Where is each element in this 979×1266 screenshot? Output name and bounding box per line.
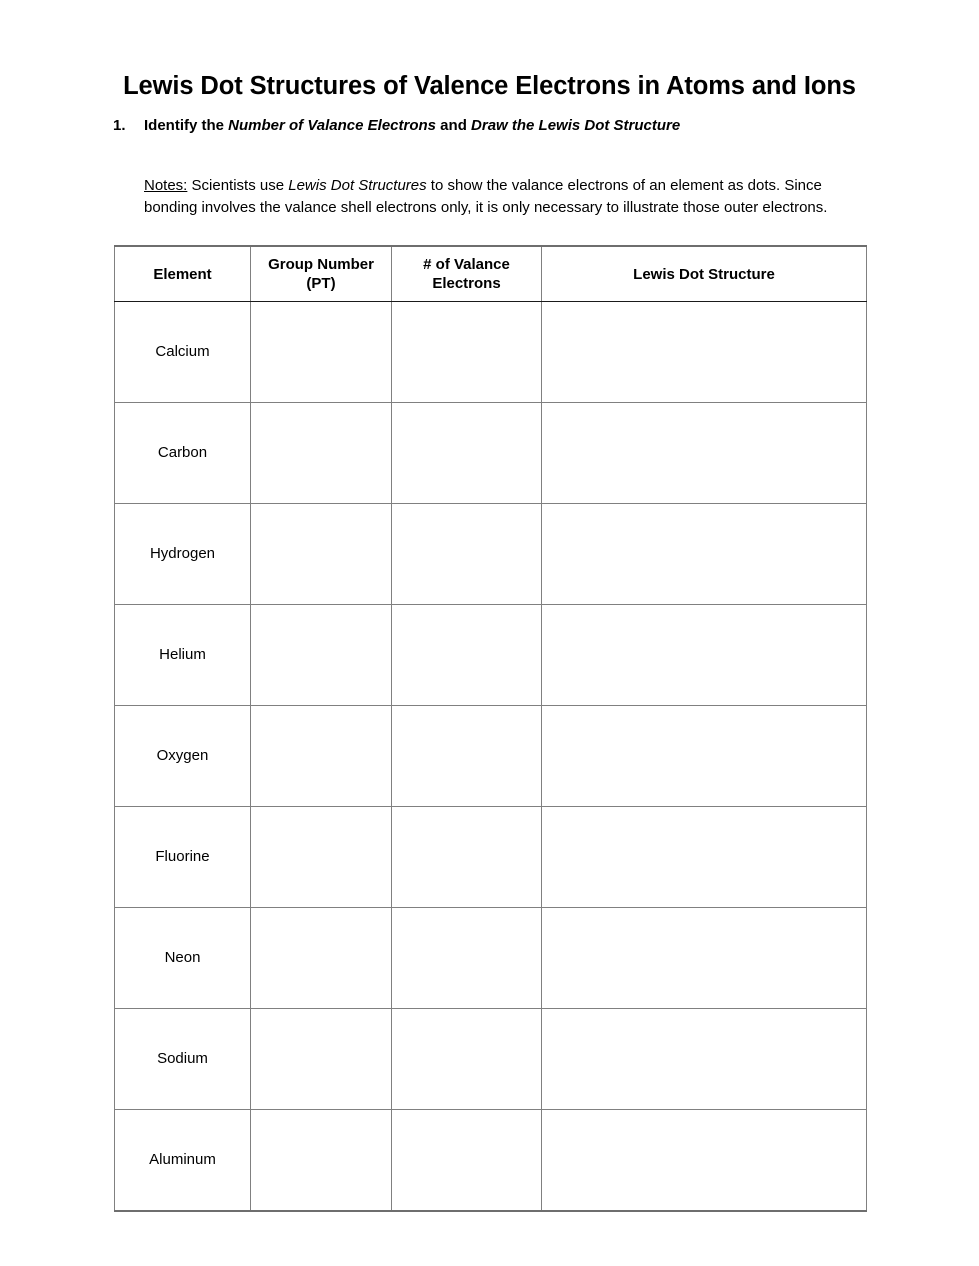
cell-element-name: Helium [115, 605, 251, 706]
table-row [115, 504, 867, 605]
cell-lewis-dot-structure-answer[interactable] [542, 1009, 867, 1110]
cell-element-name: Sodium [115, 1009, 251, 1110]
cell-group-number-answer[interactable] [251, 706, 392, 807]
cell-element-name: Hydrogen [115, 504, 251, 605]
cell-group-number-answer[interactable] [251, 605, 392, 706]
cell-valance-electrons-answer[interactable] [392, 605, 542, 706]
notes-emphasis-lewis-dot-structures: Lewis Dot Structures [288, 177, 427, 194]
cell-lewis-dot-structure-answer[interactable] [542, 706, 867, 807]
table-row [115, 908, 867, 1009]
column-header-group-number [251, 246, 392, 302]
table-row [115, 706, 867, 807]
table-row [115, 807, 867, 908]
cell-valance-electrons-answer[interactable] [392, 1009, 542, 1110]
notes-label: Notes: [144, 177, 188, 194]
cell-lewis-dot-structure-answer[interactable] [542, 504, 867, 605]
item-text-conjunction: and [436, 117, 472, 134]
cell-element-name: Aluminum [115, 1110, 251, 1212]
cell-group-number-answer[interactable] [251, 504, 392, 605]
table-row [115, 605, 867, 706]
cell-lewis-dot-structure-answer[interactable] [542, 1110, 867, 1212]
cell-valance-electrons-answer[interactable] [392, 302, 542, 403]
column-header-valance-electrons [392, 246, 542, 302]
numbered-item-1 [113, 116, 873, 136]
notes-text-rest: to show the valance electrons of an element as dots. Since bonding involves the valance shell electrons only, it is only necessary to illustrate those outer electrons. [144, 177, 828, 217]
item-emphasis-valence-electrons: Number of Valance Electrons [228, 117, 437, 134]
cell-group-number-answer[interactable] [251, 302, 392, 403]
cell-lewis-dot-structure-answer[interactable] [542, 807, 867, 908]
table-row [115, 302, 867, 403]
notes-paragraph [144, 175, 874, 219]
cell-valance-electrons-answer[interactable] [392, 1110, 542, 1212]
column-header-element: Element [115, 246, 251, 302]
table-body [115, 302, 867, 1212]
cell-group-number-answer[interactable] [251, 908, 392, 1009]
table-row [115, 1009, 867, 1110]
column-header-lewis-dot-structure: Lewis Dot Structure [542, 246, 867, 302]
cell-lewis-dot-structure-answer[interactable] [542, 605, 867, 706]
notes-text-lead: Scientists use [187, 177, 289, 194]
cell-valance-electrons-answer[interactable] [392, 807, 542, 908]
valence-electrons-table [114, 245, 867, 1212]
cell-element-name: Oxygen [115, 706, 251, 807]
cell-element-name: Carbon [115, 403, 251, 504]
item-number: 1. [113, 117, 126, 134]
cell-lewis-dot-structure-answer[interactable] [542, 302, 867, 403]
cell-valance-electrons-answer[interactable] [392, 504, 542, 605]
cell-valance-electrons-answer[interactable] [392, 403, 542, 504]
cell-group-number-answer[interactable] [251, 403, 392, 504]
table-row [115, 1110, 867, 1212]
column-header-group-number-line1: Group Number [268, 256, 374, 273]
page-title: Lewis Dot Structures of Valence Electrons in Atoms and Ions [123, 72, 856, 101]
cell-element-name: Fluorine [115, 807, 251, 908]
cell-group-number-answer[interactable] [251, 1009, 392, 1110]
item-emphasis-lewis-dot-structure: Draw the Lewis Dot Structure [471, 117, 681, 134]
cell-element-name: Calcium [115, 302, 251, 403]
cell-valance-electrons-answer[interactable] [392, 908, 542, 1009]
cell-valance-electrons-answer[interactable] [392, 706, 542, 807]
item-text-lead: Identify the [144, 117, 229, 134]
cell-element-name: Neon [115, 908, 251, 1009]
table-header [115, 246, 867, 302]
column-header-group-number-line2: (PT) [306, 275, 336, 292]
cell-lewis-dot-structure-answer[interactable] [542, 908, 867, 1009]
cell-group-number-answer[interactable] [251, 1110, 392, 1212]
table-row [115, 403, 867, 504]
column-header-valance-electrons-line1: # of Valance [423, 256, 510, 273]
column-header-valance-electrons-line2: Electrons [432, 275, 501, 292]
table-header-row [115, 246, 867, 302]
cell-lewis-dot-structure-answer[interactable] [542, 403, 867, 504]
cell-group-number-answer[interactable] [251, 807, 392, 908]
